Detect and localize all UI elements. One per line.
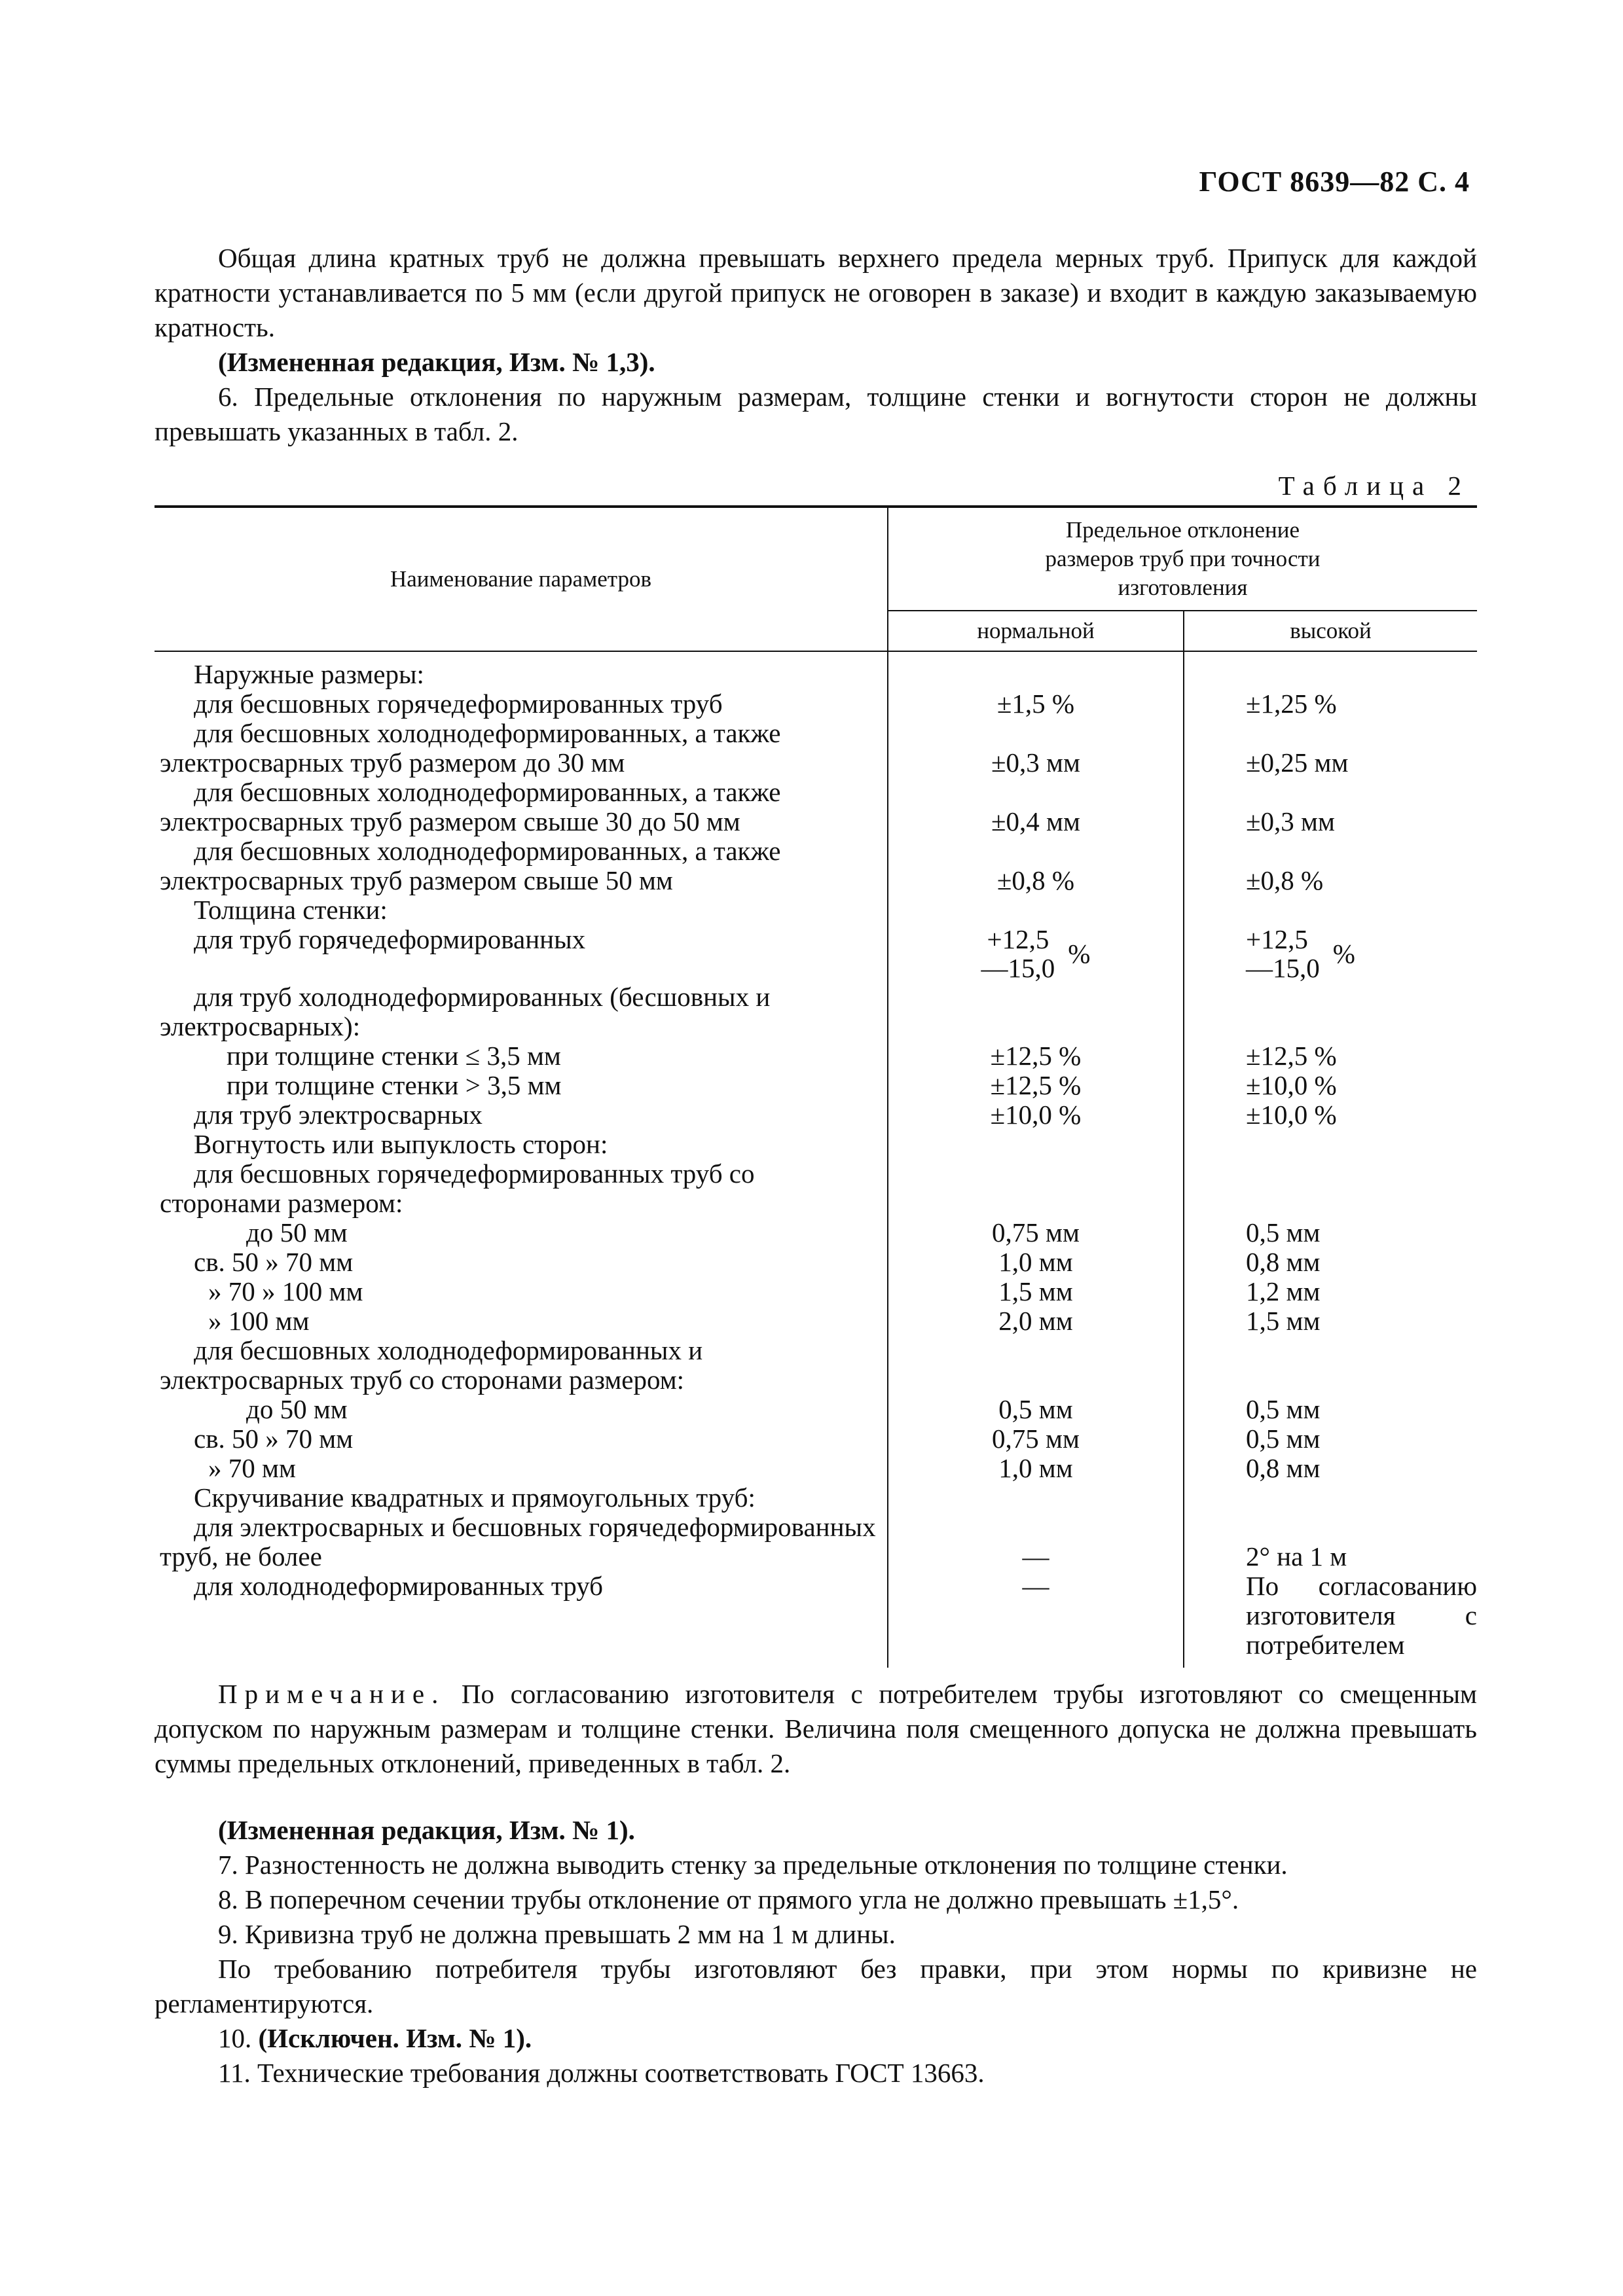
intro-paragraph: Общая длина кратных труб не должна превышать верхнего предела мерных труб. Припуск для каждой кратности устанавливается по 5 мм (если другой припуск не оговорен в заказе) и входит в каждую заказываемую кратность. — [155, 243, 1477, 342]
intro-section — [155, 241, 1477, 449]
clause-9-note: По требованию потребителя трубы изготовляют без правки, при этом нормы по кривизне не регламентируются. — [155, 1954, 1477, 2018]
clause-7: 7. Разностенность не должна выводить стенку за предельные отклонения по толщине стенки. — [218, 1850, 1288, 1880]
tolerance-fraction: +12,5 —15,0 % — [981, 924, 1091, 983]
column-header-high: высокой — [1184, 611, 1477, 651]
column-header-deviation: Предельное отклонение размеров труб при точности изготовления — [888, 507, 1477, 611]
tolerance-table — [155, 505, 1477, 1668]
table-row: св. 50 » 70 мм 0,75 мм 0,5 мм — [155, 1424, 1477, 1454]
table-row: при толщине стенки ≤ 3,5 мм ±12,5 % ±12,5 % — [155, 1041, 1477, 1071]
table-row: для бесшовных холоднодеформированных, а также электросварных труб размером свыше 50 мм ±0,8 % ±0,8 % — [155, 836, 1477, 895]
table-row: св. 50 » 70 мм 1,0 мм 0,8 мм — [155, 1247, 1477, 1277]
table-row: для труб холоднодеформированных (бесшовных и электросварных): — [155, 982, 1477, 1041]
page-header: ГОСТ 8639—82 С. 4 — [1199, 166, 1470, 198]
table-row: для бесшовных горячедеформированных труб ±1,5 % ±1,25 % — [155, 689, 1477, 719]
table-row: Вогнутость или выпуклость сторон: — [155, 1130, 1477, 1159]
clause-11: 11. Технические требования должны соответствовать ГОСТ 13663. — [218, 2058, 985, 2088]
table-row: для бесшовных холоднодеформированных, а также электросварных труб размером до 30 мм ±0,3 мм ±0,25 мм — [155, 719, 1477, 778]
table-row: при толщине стенки > 3,5 мм ±12,5 % ±10,0 % — [155, 1071, 1477, 1100]
clause-9: 9. Кривизна труб не должна превышать 2 мм на 1 м длины. — [218, 1919, 896, 1949]
table-row: для труб горячедеформированных +12,5 —15,0 % +12,5 —15,0 % — [155, 925, 1477, 982]
tolerance-fraction: +12,5 —15,0 % — [1246, 924, 1355, 983]
table-row: для бесшовных холоднодеформированных и электросварных труб со сторонами размером: — [155, 1336, 1477, 1395]
table-row: для бесшовных горячедеформированных труб со сторонами размером: — [155, 1159, 1477, 1218]
table-row: » 70 мм 1,0 мм 0,8 мм — [155, 1454, 1477, 1483]
note-label: Примечание. — [218, 1679, 446, 1709]
table-row: » 100 мм 2,0 мм 1,5 мм — [155, 1306, 1477, 1336]
amendment-note: (Измененная редакция, Изм. № 1,3). — [218, 347, 655, 377]
table-row: Толщина стенки: — [155, 895, 1477, 925]
table-row: для холоднодеформированных труб — По согласованию изготовителя с потребителем — [155, 1571, 1477, 1668]
clause-8: 8. В поперечном сечении трубы отклонение от прямого угла не должно превышать ±1,5°. — [218, 1884, 1239, 1914]
table-row: Наружные размеры: — [155, 651, 1477, 689]
column-header-parameters: Наименование параметров — [155, 507, 888, 651]
clause-10: 10. (Исключен. Изм. № 1). — [218, 2023, 532, 2053]
table-note — [155, 1677, 1477, 1781]
table-row: до 50 мм 0,75 мм 0,5 мм — [155, 1218, 1477, 1247]
table-row: до 50 мм 0,5 мм 0,5 мм — [155, 1395, 1477, 1424]
column-header-normal: нормальной — [888, 611, 1184, 651]
amendment-note: (Измененная редакция, Изм. № 1). — [218, 1815, 635, 1845]
table-caption: Таблица 2 — [1278, 471, 1470, 501]
table-row: Скручивание квадратных и прямоугольных труб: — [155, 1483, 1477, 1513]
table-row: » 70 » 100 мм 1,5 мм 1,2 мм — [155, 1277, 1477, 1306]
clauses-section — [155, 1813, 1477, 2090]
table-row: для электросварных и бесшовных горячедеформированных труб, не более — 2° на 1 м — [155, 1513, 1477, 1571]
table-row: для труб электросварных ±10,0 % ±10,0 % — [155, 1100, 1477, 1130]
clause-6: 6. Предельные отклонения по наружным размерам, толщине стенки и вогнутости сторон не должны превышать указанных в табл. 2. — [155, 382, 1477, 446]
table-row: для бесшовных холоднодеформированных, а также электросварных труб размером свыше 30 до 50 мм ±0,4 мм ±0,3 мм — [155, 778, 1477, 836]
note-text: По согласованию изготовителя с потребителем трубы изготовляют со смещенным допуском по наружным размерам и толщине стенки. Величина поля смещенного допуска не должна превышать суммы предельных отклонений, приведенных в табл. 2. — [155, 1679, 1477, 1778]
